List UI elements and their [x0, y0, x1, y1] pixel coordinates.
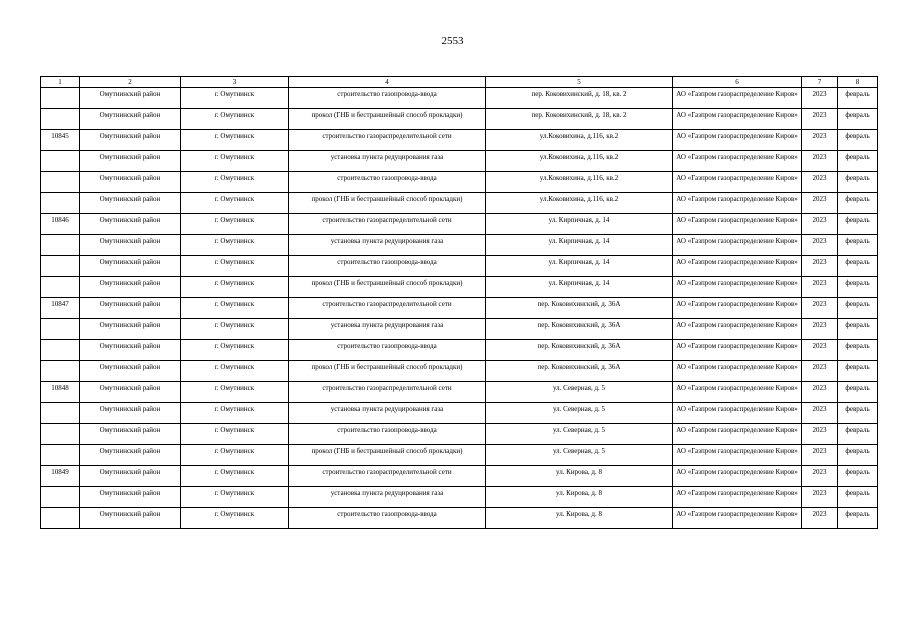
cell-address: ул. Кирпичная, д. 14: [486, 235, 673, 256]
cell-month: февраль: [838, 235, 878, 256]
cell-year: 2023: [802, 403, 838, 424]
cell-month: февраль: [838, 508, 878, 529]
cell-city: г. Омутнинск: [181, 487, 289, 508]
cell-organization: АО «Газпром газораспределение Киров»: [673, 151, 802, 172]
cell-year: 2023: [802, 487, 838, 508]
cell-work-type: установка пункта редуцирования газа: [289, 403, 486, 424]
cell-organization: АО «Газпром газораспределение Киров»: [673, 424, 802, 445]
cell-city: г. Омутнинск: [181, 382, 289, 403]
cell-year: 2023: [802, 172, 838, 193]
cell-row-number: 10848: [41, 382, 80, 403]
cell-address: пер. Коковихинский, д. 18, кв. 2: [486, 109, 673, 130]
cell-month: февраль: [838, 445, 878, 466]
cell-address: ул. Кирова, д. 8: [486, 487, 673, 508]
cell-organization: АО «Газпром газораспределение Киров»: [673, 130, 802, 151]
cell-organization: АО «Газпром газораспределение Киров»: [673, 235, 802, 256]
cell-row-number: 10846: [41, 214, 80, 235]
cell-month: февраль: [838, 256, 878, 277]
cell-city: г. Омутнинск: [181, 214, 289, 235]
cell-year: 2023: [802, 361, 838, 382]
table-body: [41, 88, 878, 529]
cell-district: Омутнинский район: [80, 235, 181, 256]
cell-district: Омутнинский район: [80, 382, 181, 403]
header-cell-6: 6: [673, 77, 802, 88]
cell-work-type: прокол (ГНБ и бестраншейный способ прокладки): [289, 109, 486, 130]
cell-address: ул. Кирова, д. 8: [486, 508, 673, 529]
registry-table: [40, 76, 878, 529]
cell-district: Омутнинский район: [80, 403, 181, 424]
cell-month: февраль: [838, 277, 878, 298]
cell-city: г. Омутнинск: [181, 172, 289, 193]
cell-organization: АО «Газпром газораспределение Киров»: [673, 277, 802, 298]
cell-month: февраль: [838, 109, 878, 130]
table-row: [41, 508, 878, 529]
cell-address: ул. Северная, д. 5: [486, 403, 673, 424]
cell-month: февраль: [838, 88, 878, 109]
cell-district: Омутнинский район: [80, 508, 181, 529]
cell-address: пер. Коковихинский, д. 36А: [486, 319, 673, 340]
cell-city: г. Омутнинск: [181, 403, 289, 424]
cell-address: ул. Кирпичная, д. 14: [486, 214, 673, 235]
table-row: [41, 277, 878, 298]
table-row: [41, 424, 878, 445]
cell-year: 2023: [802, 193, 838, 214]
cell-city: г. Омутнинск: [181, 361, 289, 382]
cell-work-type: установка пункта редуцирования газа: [289, 151, 486, 172]
cell-district: Омутнинский район: [80, 109, 181, 130]
cell-row-number: [41, 277, 80, 298]
cell-year: 2023: [802, 382, 838, 403]
cell-row-number: [41, 445, 80, 466]
header-cell-1: 1: [41, 77, 80, 88]
cell-row-number: [41, 193, 80, 214]
cell-row-number: 10849: [41, 466, 80, 487]
cell-year: 2023: [802, 508, 838, 529]
cell-year: 2023: [802, 235, 838, 256]
cell-city: г. Омутнинск: [181, 424, 289, 445]
cell-organization: АО «Газпром газораспределение Киров»: [673, 403, 802, 424]
cell-address: пер. Коковихинский, д. 18, кв. 2: [486, 88, 673, 109]
cell-district: Омутнинский район: [80, 151, 181, 172]
cell-year: 2023: [802, 256, 838, 277]
cell-organization: АО «Газпром газораспределение Киров»: [673, 445, 802, 466]
table-row: [41, 298, 878, 319]
cell-district: Омутнинский район: [80, 172, 181, 193]
cell-work-type: строительство газораспределительной сети: [289, 130, 486, 151]
table-row: [41, 88, 878, 109]
cell-month: февраль: [838, 424, 878, 445]
table-row: [41, 487, 878, 508]
cell-city: г. Омутнинск: [181, 466, 289, 487]
table-row: [41, 172, 878, 193]
cell-row-number: [41, 340, 80, 361]
header-cell-8: 8: [838, 77, 878, 88]
cell-work-type: установка пункта редуцирования газа: [289, 235, 486, 256]
cell-year: 2023: [802, 130, 838, 151]
cell-organization: АО «Газпром газораспределение Киров»: [673, 214, 802, 235]
cell-year: 2023: [802, 340, 838, 361]
table-row: [41, 340, 878, 361]
cell-month: февраль: [838, 298, 878, 319]
cell-month: февраль: [838, 340, 878, 361]
cell-city: г. Омутнинск: [181, 151, 289, 172]
cell-district: Омутнинский район: [80, 277, 181, 298]
cell-work-type: прокол (ГНБ и бестраншейный способ прокладки): [289, 193, 486, 214]
table-row: [41, 151, 878, 172]
cell-row-number: [41, 109, 80, 130]
cell-year: 2023: [802, 214, 838, 235]
cell-month: февраль: [838, 214, 878, 235]
cell-district: Омутнинский район: [80, 466, 181, 487]
cell-row-number: [41, 487, 80, 508]
cell-city: г. Омутнинск: [181, 277, 289, 298]
cell-address: ул.Коковихина, д.116, кв.2: [486, 130, 673, 151]
cell-organization: АО «Газпром газораспределение Киров»: [673, 298, 802, 319]
cell-city: г. Омутнинск: [181, 256, 289, 277]
cell-city: г. Омутнинск: [181, 109, 289, 130]
table-row: [41, 235, 878, 256]
cell-year: 2023: [802, 109, 838, 130]
cell-row-number: [41, 508, 80, 529]
cell-row-number: [41, 88, 80, 109]
cell-month: февраль: [838, 361, 878, 382]
cell-district: Омутнинский район: [80, 487, 181, 508]
table-row: [41, 361, 878, 382]
cell-work-type: строительство газопровода-ввода: [289, 340, 486, 361]
cell-month: февраль: [838, 487, 878, 508]
cell-year: 2023: [802, 466, 838, 487]
cell-address: ул. Кирпичная, д. 14: [486, 256, 673, 277]
cell-row-number: [41, 256, 80, 277]
cell-month: февраль: [838, 382, 878, 403]
cell-address: ул. Северная, д. 5: [486, 424, 673, 445]
cell-month: февраль: [838, 319, 878, 340]
cell-year: 2023: [802, 277, 838, 298]
cell-row-number: [41, 424, 80, 445]
cell-work-type: строительство газопровода-ввода: [289, 424, 486, 445]
table-row: [41, 466, 878, 487]
cell-year: 2023: [802, 298, 838, 319]
cell-month: февраль: [838, 193, 878, 214]
table-row: [41, 109, 878, 130]
cell-city: г. Омутнинск: [181, 508, 289, 529]
cell-city: г. Омутнинск: [181, 193, 289, 214]
cell-address: пер. Коковихинский, д. 36А: [486, 340, 673, 361]
header-cell-4: 4: [289, 77, 486, 88]
cell-city: г. Омутнинск: [181, 445, 289, 466]
cell-organization: АО «Газпром газораспределение Киров»: [673, 88, 802, 109]
header-cell-5: 5: [486, 77, 673, 88]
cell-work-type: установка пункта редуцирования газа: [289, 487, 486, 508]
cell-row-number: [41, 151, 80, 172]
cell-address: ул. Северная, д. 5: [486, 382, 673, 403]
cell-month: февраль: [838, 172, 878, 193]
cell-work-type: прокол (ГНБ и бестраншейный способ прокладки): [289, 361, 486, 382]
cell-work-type: строительство газопровода-ввода: [289, 88, 486, 109]
cell-city: г. Омутнинск: [181, 340, 289, 361]
cell-row-number: [41, 319, 80, 340]
cell-organization: АО «Газпром газораспределение Киров»: [673, 193, 802, 214]
table-row: [41, 403, 878, 424]
header-cell-7: 7: [802, 77, 838, 88]
cell-row-number: [41, 235, 80, 256]
cell-address: ул.Коковихина, д.116, кв.2: [486, 172, 673, 193]
cell-district: Омутнинский район: [80, 193, 181, 214]
table-row: [41, 319, 878, 340]
cell-month: февраль: [838, 403, 878, 424]
cell-city: г. Омутнинск: [181, 130, 289, 151]
header-cell-2: 2: [80, 77, 181, 88]
cell-district: Омутнинский район: [80, 214, 181, 235]
cell-organization: АО «Газпром газораспределение Киров»: [673, 109, 802, 130]
table-row: [41, 382, 878, 403]
cell-organization: АО «Газпром газораспределение Киров»: [673, 361, 802, 382]
cell-district: Омутнинский район: [80, 319, 181, 340]
cell-organization: АО «Газпром газораспределение Киров»: [673, 382, 802, 403]
table-row: [41, 130, 878, 151]
cell-row-number: [41, 361, 80, 382]
cell-organization: АО «Газпром газораспределение Киров»: [673, 172, 802, 193]
cell-work-type: строительство газораспределительной сети: [289, 382, 486, 403]
cell-row-number: 10845: [41, 130, 80, 151]
cell-address: ул.Коковихина, д.116, кв.2: [486, 193, 673, 214]
cell-work-type: строительство газопровода-ввода: [289, 172, 486, 193]
cell-address: пер. Коковихинский, д. 36А: [486, 298, 673, 319]
cell-address: ул. Северная, д. 5: [486, 445, 673, 466]
cell-organization: АО «Газпром газораспределение Киров»: [673, 319, 802, 340]
table-row: [41, 193, 878, 214]
cell-row-number: 10847: [41, 298, 80, 319]
cell-work-type: прокол (ГНБ и бестраншейный способ прокладки): [289, 277, 486, 298]
cell-district: Омутнинский район: [80, 88, 181, 109]
table-row: [41, 214, 878, 235]
header-row: [41, 77, 878, 88]
cell-work-type: строительство газораспределительной сети: [289, 214, 486, 235]
cell-work-type: прокол (ГНБ и бестраншейный способ прокладки): [289, 445, 486, 466]
cell-organization: АО «Газпром газораспределение Киров»: [673, 508, 802, 529]
cell-city: г. Омутнинск: [181, 298, 289, 319]
cell-year: 2023: [802, 319, 838, 340]
cell-address: ул. Кирпичная, д. 14: [486, 277, 673, 298]
cell-district: Омутнинский район: [80, 361, 181, 382]
cell-month: февраль: [838, 130, 878, 151]
header-cell-3: 3: [181, 77, 289, 88]
cell-work-type: строительство газопровода-ввода: [289, 508, 486, 529]
page-number: 2553: [441, 35, 464, 47]
cell-address: пер. Коковихинский, д. 36А: [486, 361, 673, 382]
cell-row-number: [41, 172, 80, 193]
cell-year: 2023: [802, 88, 838, 109]
table-row: [41, 445, 878, 466]
cell-row-number: [41, 403, 80, 424]
cell-year: 2023: [802, 445, 838, 466]
cell-organization: АО «Газпром газораспределение Киров»: [673, 340, 802, 361]
cell-district: Омутнинский район: [80, 424, 181, 445]
cell-organization: АО «Газпром газораспределение Киров»: [673, 466, 802, 487]
cell-year: 2023: [802, 424, 838, 445]
table-row: [41, 256, 878, 277]
cell-month: февраль: [838, 466, 878, 487]
cell-district: Омутнинский район: [80, 298, 181, 319]
cell-work-type: строительство газораспределительной сети: [289, 298, 486, 319]
cell-district: Омутнинский район: [80, 340, 181, 361]
cell-work-type: строительство газопровода-ввода: [289, 256, 486, 277]
cell-district: Омутнинский район: [80, 256, 181, 277]
cell-city: г. Омутнинск: [181, 319, 289, 340]
cell-organization: АО «Газпром газораспределение Киров»: [673, 487, 802, 508]
cell-city: г. Омутнинск: [181, 88, 289, 109]
cell-city: г. Омутнинск: [181, 235, 289, 256]
cell-work-type: установка пункта редуцирования газа: [289, 319, 486, 340]
cell-organization: АО «Газпром газораспределение Киров»: [673, 256, 802, 277]
cell-work-type: строительство газораспределительной сети: [289, 466, 486, 487]
cell-month: февраль: [838, 151, 878, 172]
cell-address: ул. Кирова, д. 8: [486, 466, 673, 487]
cell-year: 2023: [802, 151, 838, 172]
cell-district: Омутнинский район: [80, 445, 181, 466]
cell-address: ул.Коковихина, д.116, кв.2: [486, 151, 673, 172]
cell-district: Омутнинский район: [80, 130, 181, 151]
